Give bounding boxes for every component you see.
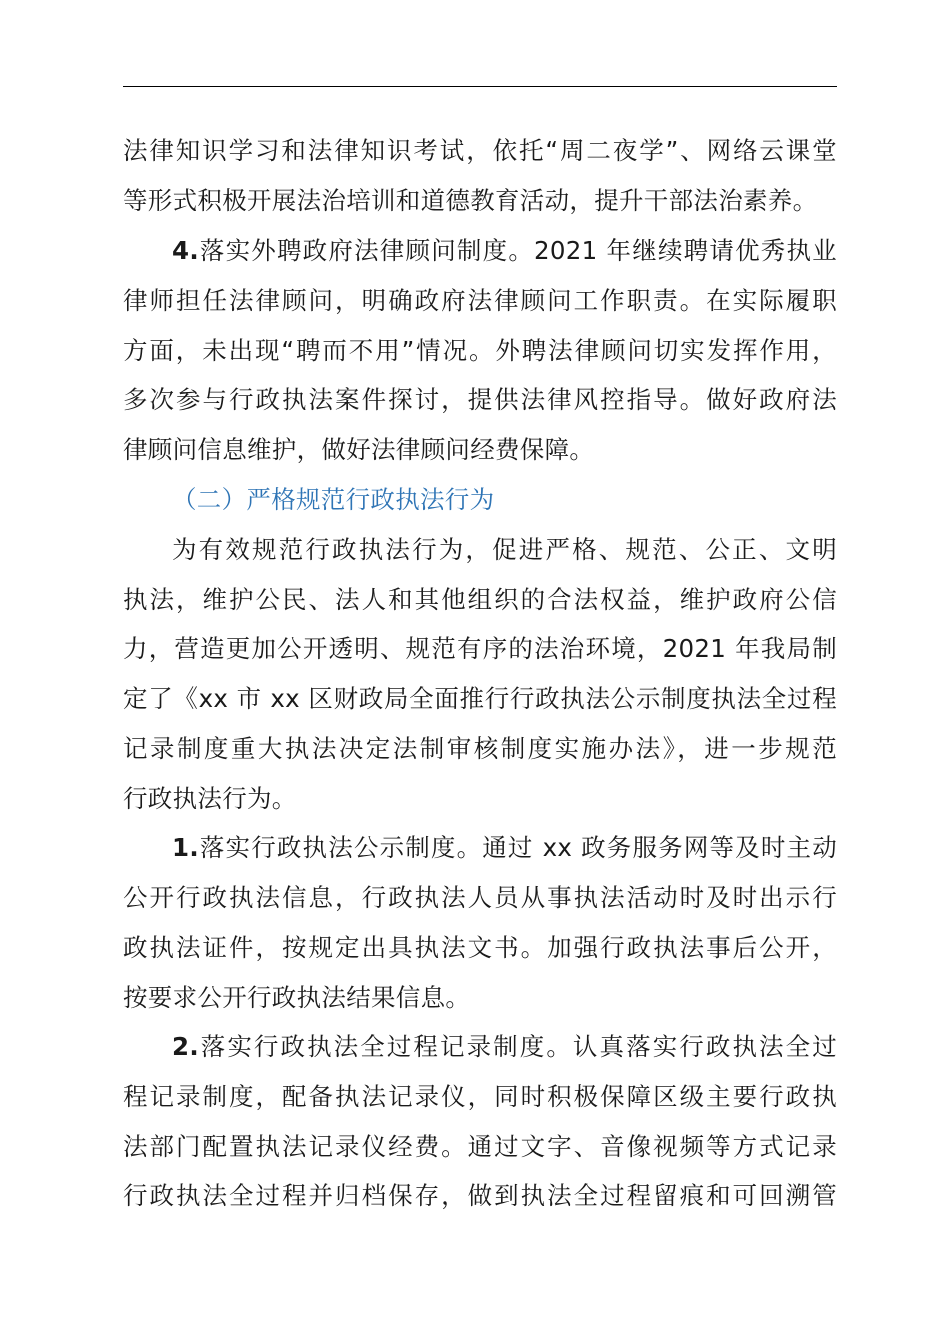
text-line: 法律知识学习和法律知识考试，依托“周二夜学”、网络云课堂 <box>123 136 837 165</box>
item-2-first-line <box>172 1030 837 1064</box>
section-heading: （二）严格规范行政执法行为 <box>172 485 495 514</box>
item-text: 落实行政执法全过程记录制度。认真落实行政执法全过 <box>198 1032 837 1061</box>
text-line: 执法，维护公民、法人和其他组织的合法权益，维护政府公信 <box>123 585 837 614</box>
text-line: 法部门配置执法记录仪经费。通过文字、音像视频等方式记录 <box>123 1132 837 1161</box>
text-line: 等形式积极开展法治培训和道德教育活动，提升干部法治素养。 <box>123 186 818 215</box>
text-line: 力，营造更加公开透明、规范有序的法治环境，2021 年我局制 <box>123 634 837 663</box>
header-rule <box>123 86 837 87</box>
item-4-first-line <box>172 234 837 268</box>
text-line: 律顾问信息维护，做好法律顾问经费保障。 <box>123 435 595 464</box>
item-text: 落实行政执法公示制度。通过 xx 政务服务网等及时主动 <box>198 833 837 862</box>
text-line: 公开行政执法信息，行政执法人员从事执法活动时及时出示行 <box>123 883 837 912</box>
item-number: 1. <box>172 833 199 862</box>
text-line: 按要求公开行政执法结果信息。 <box>123 983 471 1012</box>
text-line: 律师担任法律顾问，明确政府法律顾问工作职责。在实际履职 <box>123 286 837 315</box>
text-line: 行政执法行为。 <box>123 784 297 813</box>
text-line: 程记录制度，配备执法记录仪，同时积极保障区级主要行政执 <box>123 1082 837 1111</box>
text-line: 行政执法全过程并归档保存，做到执法全过程留痕和可回溯管 <box>123 1181 837 1210</box>
text-line: 多次参与行政执法案件探讨，提供法律风控指导。做好政府法 <box>123 385 837 414</box>
text-line: 政执法证件，按规定出具执法文书。加强行政执法事后公开， <box>123 933 837 962</box>
item-1-first-line <box>172 831 837 865</box>
text-line: 定了《xx 市 xx 区财政局全面推行行政执法公示制度执法全过程 <box>123 684 837 713</box>
item-number: 4. <box>172 236 199 265</box>
item-text: 落实外聘政府法律顾问制度。2021 年继续聘请优秀执业 <box>198 236 837 265</box>
text-line: 记录制度重大执法决定法制审核制度实施办法》，进一步规范 <box>123 734 837 763</box>
item-number: 2. <box>172 1032 199 1061</box>
text-line: 方面，未出现“聘而不用”情况。外聘法律顾问切实发挥作用， <box>123 336 837 365</box>
intro-first-line: 为有效规范行政执法行为，促进严格、规范、公正、文明 <box>172 535 837 564</box>
